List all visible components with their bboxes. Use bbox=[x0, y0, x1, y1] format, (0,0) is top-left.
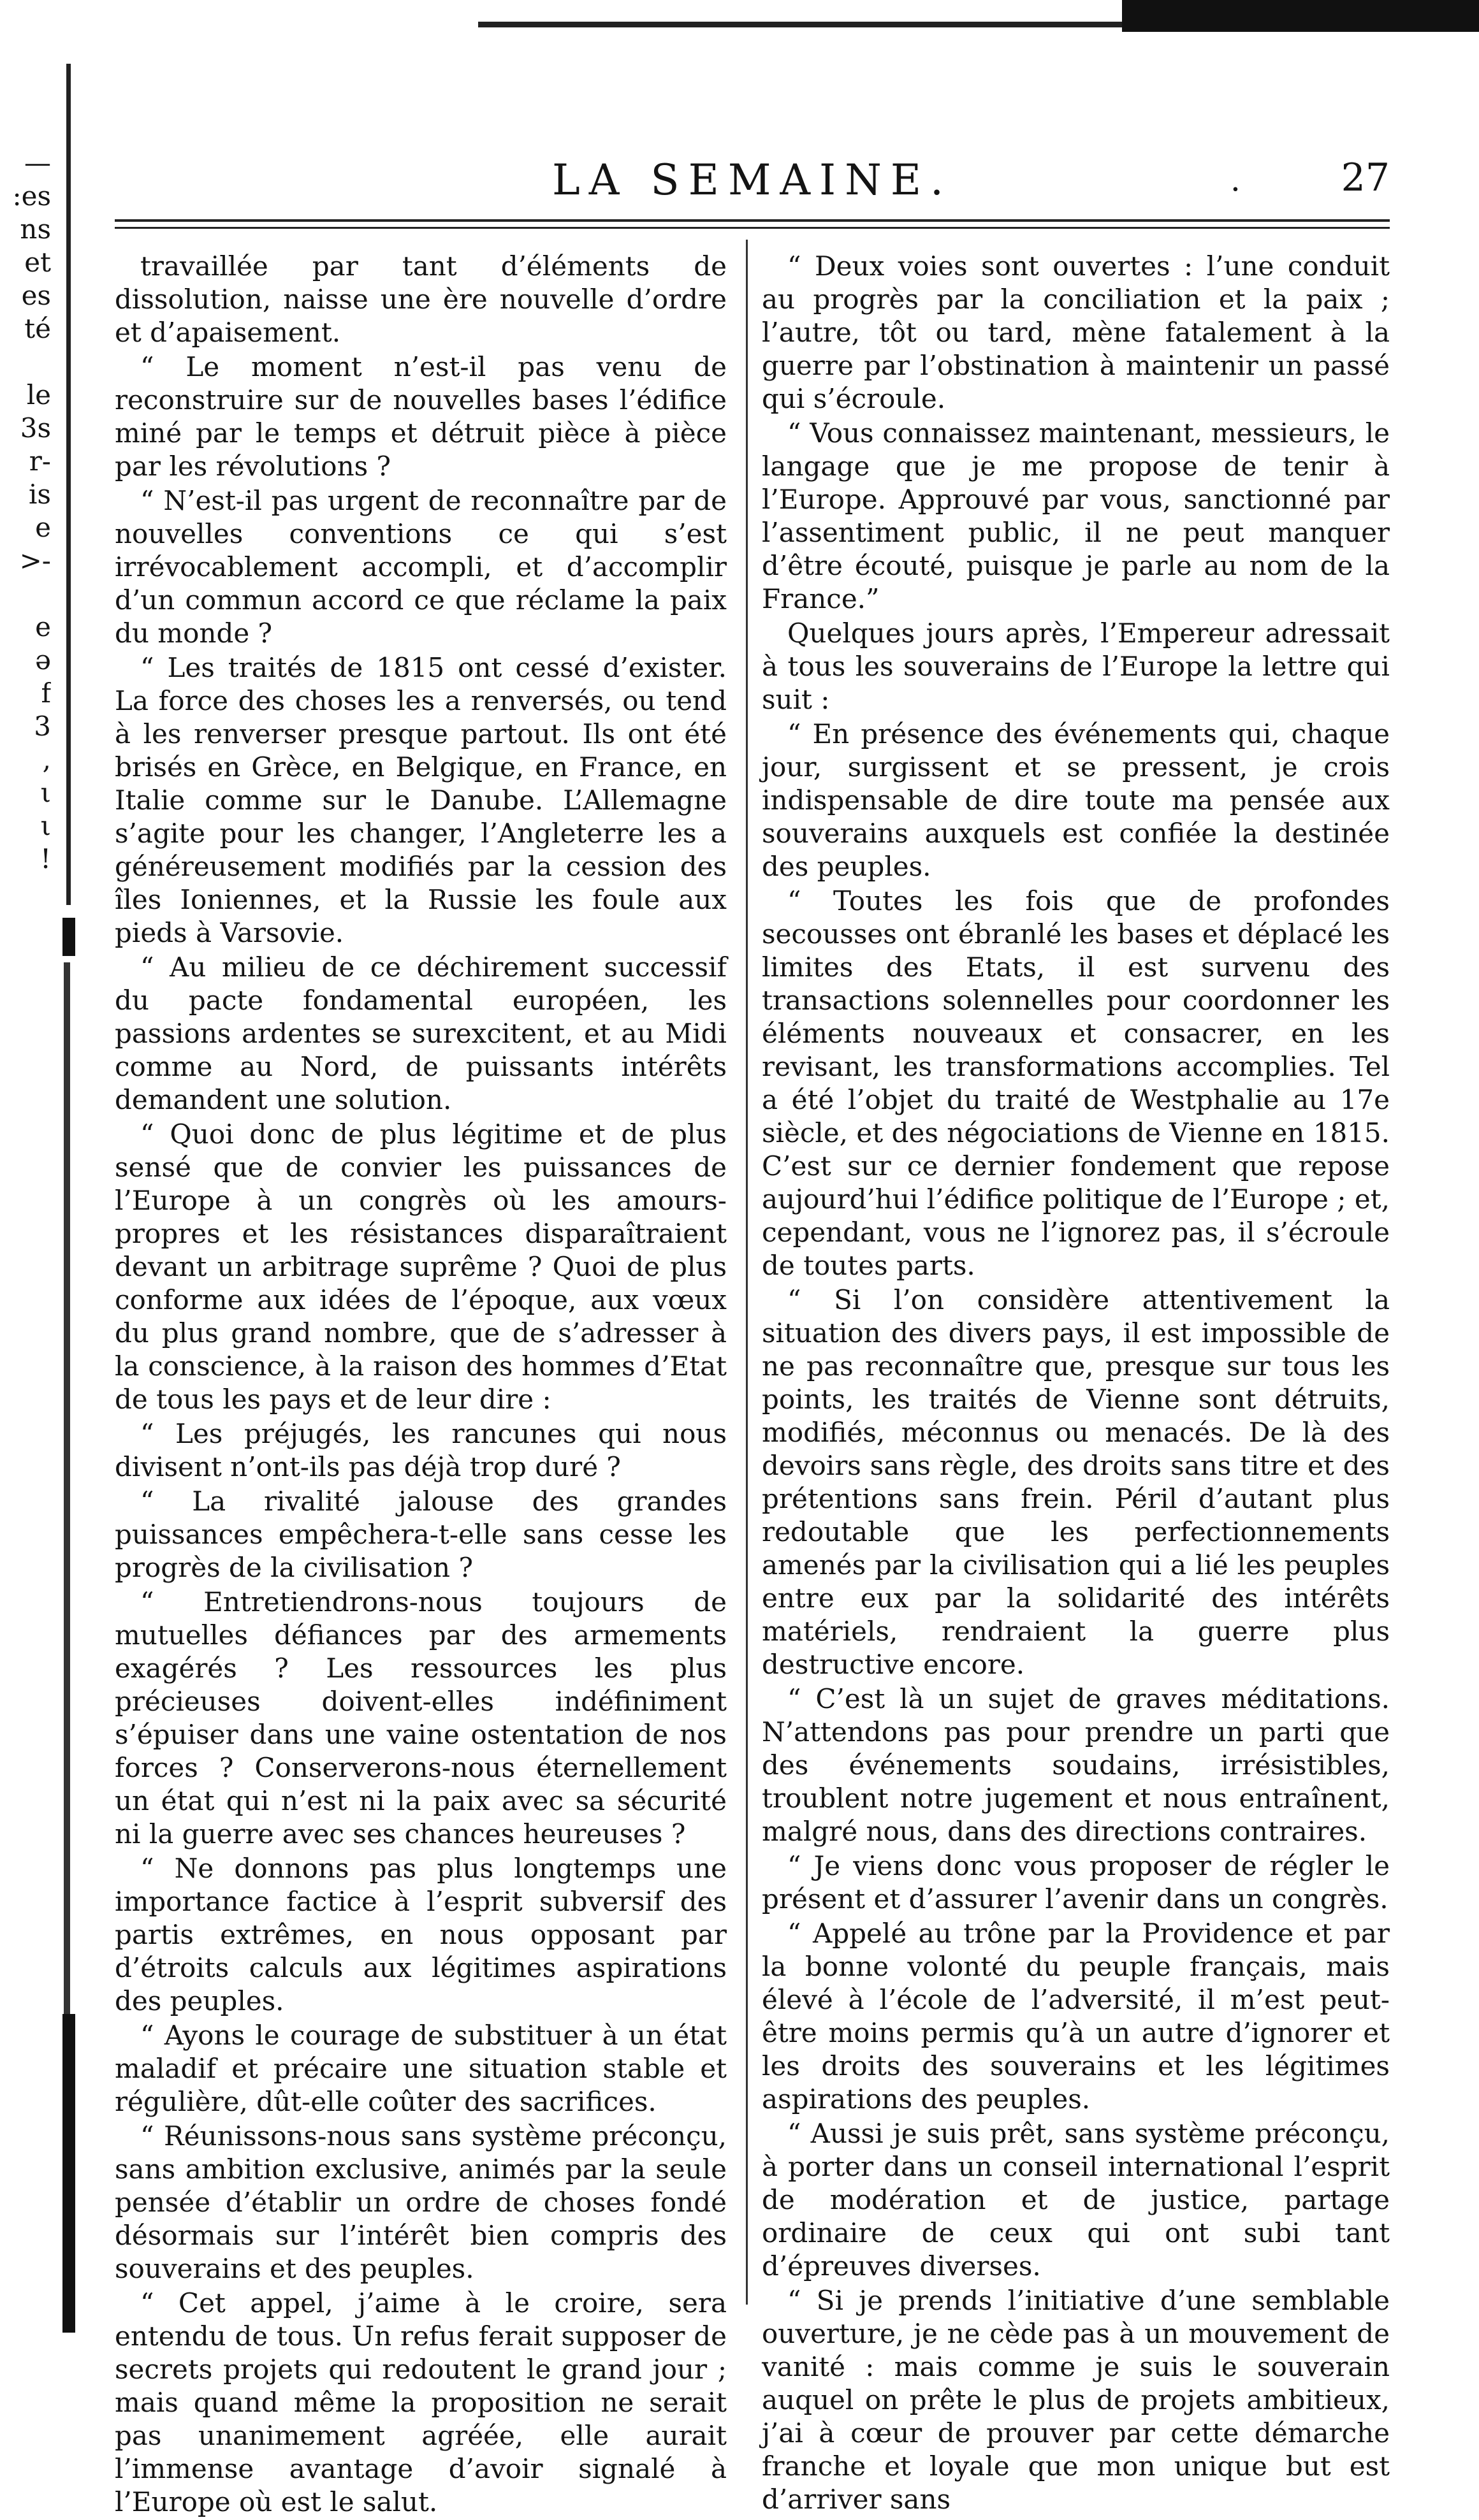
paragraph: “ Ayons le courage de substituer à un état maladif et précaire une situation stable et régulière, dût-elle coûter des sacrifices. bbox=[115, 2020, 727, 2117]
top-thin-line bbox=[478, 22, 1122, 27]
paragraph: “ Si l’on considère attentivement la situation des divers pays, il est impossible de ne pas reconnaître que, presque sur tous les points, les traités de Vienne sont détruits, modifiés, méconnus ou menacés. De là des devoirs sans règle, des droits sans titre et des prétentions sans frein. Péril d’autant plus redoutable que les perfectionnements amenés par la civilisation qui a lié les peuples entre eux par la solidarité des intérêts matériels, rendraient la guerre plus destructive encore. bbox=[762, 1284, 1390, 1680]
margin-fragment: , bbox=[42, 744, 51, 775]
margin-fragment: e bbox=[35, 512, 51, 543]
paragraph: Quelques jours après, l’Empereur adressait à tous les souverains de l’Europe la lettre qui suit : bbox=[762, 618, 1390, 715]
top-thick-bar bbox=[1122, 0, 1479, 32]
margin-fragment: :es bbox=[12, 180, 51, 212]
margin-fragment: 3s bbox=[20, 412, 51, 444]
margin-fragment: >- bbox=[19, 545, 51, 576]
paragraph: “ Réunissons-nous sans système préconçu, sans ambition exclusive, animés par la seule pensée d’établir un ordre de choses fondé désormais sur l’intérêt bien compris des souverains et des peuples. bbox=[115, 2120, 727, 2284]
paragraph: “ Ne donnons pas plus longtemps une importance factice à l’esprit subversif des partis extrêmes, en nous opposant par d’étroits calculs aux légitimes aspirations des peuples. bbox=[115, 1853, 727, 2017]
previous-page-margin-fragments bbox=[0, 147, 51, 876]
margin-fragment: le bbox=[26, 379, 51, 410]
margin-fragment: f bbox=[41, 677, 51, 709]
paragraph: “ N’est-il pas urgent de reconnaître par de nouvelles conventions ce qui s’est irrévocablement accompli, et d’accomplir d’un commun accord ce que réclame la paix du monde ? bbox=[115, 485, 727, 649]
right-column bbox=[762, 250, 1390, 2517]
margin-fragment: — bbox=[24, 147, 51, 178]
left-column bbox=[115, 250, 727, 2520]
margin-fragment: té bbox=[24, 313, 51, 344]
paragraph: “ Toutes les fois que de profondes secousses ont ébranlé les bases et déplacé les limites des Etats, il est survenu des transactions solennelles pour coordonner les éléments nouveaux et consacrer, en les revisant, les transformations accomplies. Tel a été l’objet du traité de Westphalie au 17e siècle, et des négociations de Vienne en 1815. C’est sur ce dernier fondement que repose aujourd’hui l’édifice politique de l’Europe ; et, cependant, vous ne l’ignorez pas, il s’écroule de toutes parts. bbox=[762, 885, 1390, 1281]
margin-fragment bbox=[0, 345, 51, 379]
header-rule bbox=[115, 227, 1390, 229]
spine-block bbox=[62, 918, 75, 956]
margin-fragment: es bbox=[21, 280, 51, 311]
header-rule bbox=[115, 219, 1390, 222]
margin-fragment: is bbox=[29, 479, 51, 510]
margin-fragment: 3 bbox=[34, 711, 51, 742]
margin-fragment: et bbox=[24, 247, 51, 278]
paragraph: “ Aussi je suis prêt, sans système préconçu, à porter dans un conseil international l’esprit de modération et de justice, partage ordinaire de ceux qui ont subi tant d’épreuves diverses. bbox=[762, 2118, 1390, 2282]
margin-fragment: ə bbox=[35, 644, 51, 676]
paragraph: “ Les traités de 1815 ont cessé d’exister. La force des choses les a renversés, ou tend à les renverser presque partout. Ils ont été brisés en Grèce, en Belgique, en France, en Italie comme sur le Danube. L’Allemagne s’agite pour les changer, l’Angleterre les a généreusement modifiés par la cession des îles Ioniennes, et la Russie les foule aux pieds à Varsovie. bbox=[115, 652, 727, 948]
paragraph: “ Deux voies sont ouvertes : l’une conduit au progrès par la conciliation et la paix ; l’autre, tôt ou tard, mène fatalement à la guerre par l’obstination à maintenir un passé qui s’écroule. bbox=[762, 250, 1390, 414]
spine-line bbox=[66, 64, 71, 905]
top-border-rule bbox=[478, 0, 1479, 37]
header-dot: · bbox=[1230, 171, 1241, 208]
margin-fragment: ι bbox=[40, 810, 51, 841]
paragraph: “ Entretiendrons-nous toujours de mutuelles défiances par des armements exagérés ? Les ressources les plus précieuses doivent-elles indéfiniment s’épuiser dans une vaine ostentation de nos forces ? Conserverons-nous éternellement un état qui n’est ni la paix avec sa sécurité ni la guerre avec ses chances heureuses ? bbox=[115, 1586, 727, 1850]
paragraph: “ Les préjugés, les rancunes qui nous divisent n’ont-ils pas déjà trop duré ? bbox=[115, 1418, 727, 1482]
paragraph: travaillée par tant d’éléments de dissolution, naisse une ère nouvelle d’ordre et d’apaisement. bbox=[115, 250, 727, 348]
paragraph: “ Au milieu de ce déchirement successif du pacte fondamental européen, les passions ardentes se surexcitent, et au Midi comme au Nord, de puissants intérêts demandent une solution. bbox=[115, 952, 727, 1115]
spine-block bbox=[62, 2014, 75, 2333]
paragraph: “ Le moment n’est-il pas venu de reconstruire sur de nouvelles bases l’édifice miné par le temps et détruit pièce à pièce par les révolutions ? bbox=[115, 351, 727, 482]
spine-line bbox=[64, 962, 70, 2014]
running-title: LA SEMAINE. bbox=[551, 156, 953, 205]
page-number: 27 bbox=[1341, 156, 1390, 200]
margin-fragment bbox=[0, 577, 51, 611]
paragraph: “ En présence des événements qui, chaque jour, surgissent et se pressent, je crois indispensable de dire toute ma pensée aux souverains auxquels est confiée la destinée des peuples. bbox=[762, 718, 1390, 882]
paragraph: “ Je viens donc vous proposer de régler le présent et d’assurer l’avenir dans un congrès. bbox=[762, 1850, 1390, 1915]
margin-fragment: r- bbox=[29, 445, 51, 477]
column-separator bbox=[746, 240, 748, 2305]
margin-fragment: ns bbox=[20, 214, 51, 245]
page-header bbox=[115, 156, 1390, 213]
paragraph: “ Si je prends l’initiative d’une semblable ouverture, je ne cède pas à un mouvement de vanité : mais comme je suis le souverain auquel on prête le plus de projets ambitieux, j’ai à cœur de prouver par cette démarche franche et loyale que mon unique but est d’arriver sans bbox=[762, 2285, 1390, 2515]
margin-fragment: e bbox=[35, 611, 51, 642]
paragraph: “ Appelé au trône par la Providence et par la bonne volonté du peuple français, mais élevé à l’école de l’adversité, il m’est peut-être moins permis qu’à un autre d’ignorer et les droits des souverains et les légitimes aspirations des peuples. bbox=[762, 1918, 1390, 2115]
binding-spine bbox=[62, 38, 75, 2366]
margin-fragment: ! bbox=[40, 843, 51, 874]
paragraph: “ C’est là un sujet de graves méditations. N’attendons pas pour prendre un parti que des événements soudains, irrésistibles, troublent notre jugement et nous entraînent, malgré nous, dans des directions contraires. bbox=[762, 1683, 1390, 1847]
paragraph: “ Cet appel, j’aime à le croire, sera entendu de tous. Un refus ferait supposer de secrets projets qui redoutent le grand jour ; mais quand même la proposition ne serait pas unanimement agréée, elle aurait l’immense avantage d’avoir signalé à l’Europe où est le salut. bbox=[115, 2287, 727, 2517]
paragraph: “ La rivalité jalouse des grandes puissances empêchera-t-elle sans cesse les progrès de la civilisation ? bbox=[115, 1486, 727, 1583]
margin-fragment: ι bbox=[40, 777, 51, 808]
paragraph: “ Vous connaissez maintenant, messieurs, le langage que je me propose de tenir à l’Europe. Approuvé par vous, sanctionné par l’assentiment public, il ne peut manquer d’être écouté, puisque je parle au nom de la France.” bbox=[762, 417, 1390, 614]
paragraph: “ Quoi donc de plus légitime et de plus sensé que de convier les puissances de l’Europe à un congrès où les amours-propres et les résistances disparaîtraient devant un arbitrage suprême ? Quoi de plus conforme aux idées de l’époque, aux vœux du plus grand nombre, que de s’adresser à la conscience, à la raison des hommes d’Etat de tous les pays et de leur dire : bbox=[115, 1119, 727, 1415]
